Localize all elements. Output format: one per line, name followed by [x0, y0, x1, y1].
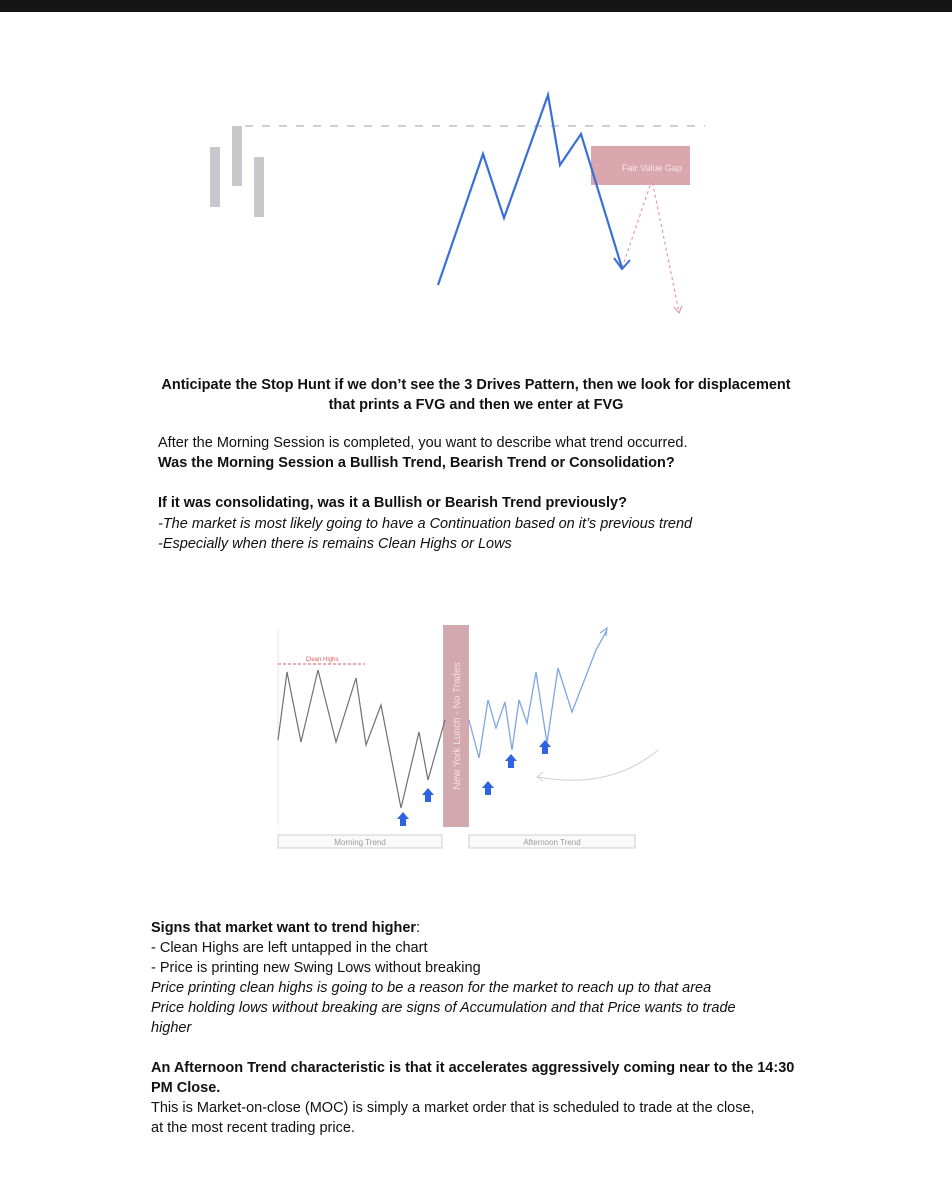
swing-low-up-arrow-4	[505, 754, 517, 768]
signs-note-1: Price printing clean highs is going to be a reason for the market to reach up to that area	[151, 980, 712, 996]
consolidation-bullet-1: -The market is most likely going to have a Continuation based on it’s previous trend	[158, 516, 693, 532]
signs-heading-text: Signs that market want to trend higher	[151, 920, 417, 936]
afternoon-heading-2: PM Close.	[151, 1080, 221, 1096]
caption-line-2: that prints a FVG and then we enter at FVG	[328, 397, 624, 413]
intro-line-1: After the Morning Session is completed, you want to describe what trend occurred.	[158, 435, 688, 451]
swing-low-up-arrow-5	[539, 740, 551, 754]
accumulation-curve	[538, 750, 658, 780]
intro-line-2: Was the Morning Session a Bullish Trend, Bearish Trend or Consolidation?	[158, 455, 675, 471]
fvg-diagram	[190, 80, 720, 330]
afternoon-body-2: at the most recent trading price.	[151, 1120, 355, 1136]
morning-price-line	[278, 670, 445, 808]
signs-item-1: - Clean Highs are left untapped in the chart	[151, 940, 428, 956]
afternoon-trend-label: Afternoon Trend	[523, 838, 581, 847]
signs-note-3: higher	[151, 1020, 192, 1036]
clean-highs-label: Clean Highs	[305, 657, 339, 663]
price-arrow-head	[614, 258, 630, 269]
signs-heading	[151, 918, 420, 938]
accumulation-curve-arrow	[537, 772, 543, 781]
afternoon-heading-1: An Afternoon Trend characteristic is that it accelerates aggressively coming near to the 14:30	[151, 1060, 795, 1076]
afternoon-body-1: This is Market-on-close (MOC) is simply a market order that is scheduled to trade at the close,	[151, 1100, 755, 1116]
signs-note-2: Price holding lows without breaking are signs of Accumulation and that Price wants to trade	[151, 1000, 736, 1016]
signs-item-2: - Price is printing new Swing Lows without breaking	[151, 960, 481, 976]
afternoon-arrow-head	[600, 628, 607, 636]
afternoon-price-line	[469, 630, 607, 758]
projected-dashed-path	[622, 180, 679, 312]
session-trend-diagram	[270, 620, 670, 855]
swing-low-up-arrow-3	[482, 781, 494, 795]
candle-1	[210, 147, 220, 207]
swing-low-up-arrow-2	[422, 788, 434, 802]
consolidation-bullet-2: -Especially when there is remains Clean Highs or Lows	[158, 536, 512, 552]
signs-heading-colon: :	[416, 920, 421, 936]
price-line	[438, 95, 622, 285]
candle-3	[254, 157, 264, 217]
swing-low-up-arrow-1	[397, 812, 409, 826]
top-bar	[0, 0, 952, 12]
consolidation-question: If it was consolidating, was it a Bullish or Bearish Trend previously?	[158, 495, 627, 511]
lunch-no-trades-label: New York Lunch - No Trades	[452, 662, 463, 790]
candle-2	[232, 126, 242, 186]
fvg-label: Fair Value Gap	[622, 163, 682, 173]
morning-trend-label: Morning Trend	[334, 838, 386, 847]
caption-line-1: Anticipate the Stop Hunt if we don’t see the 3 Drives Pattern, then we look for displacement	[161, 377, 791, 393]
